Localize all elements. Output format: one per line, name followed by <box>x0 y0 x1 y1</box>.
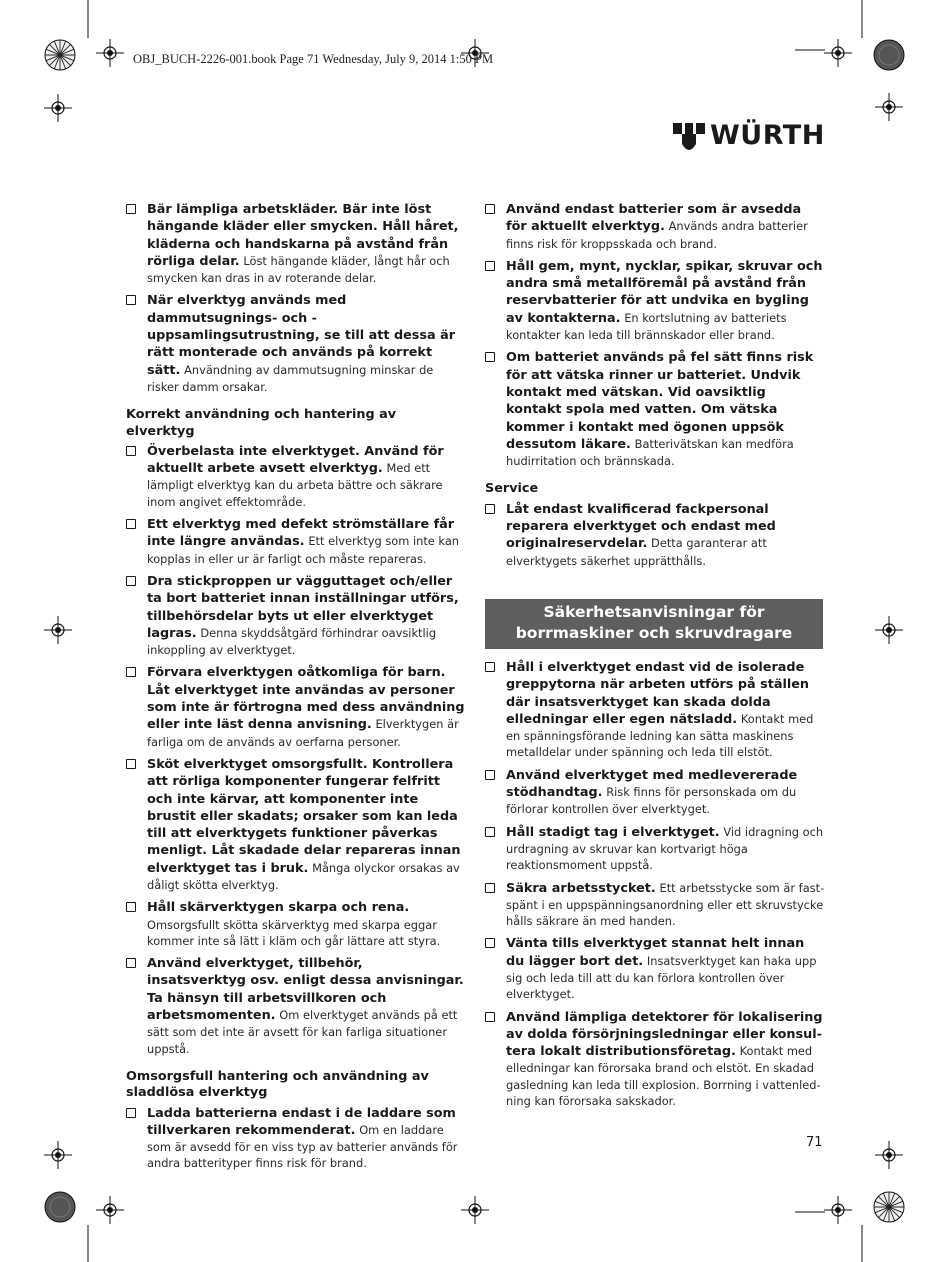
list-item: Överbelasta inte elverktyget. Använd för aktuellt arbete avsett elverktyg. Med ett lämpligt elverktyg kan du arbeta bättre och säkrare inom angivet effektområde. <box>126 443 466 510</box>
logo-wordmark: WÜRTH <box>710 120 825 151</box>
list-item: Bär lämpliga arbetskläder. Bär inte löst hängande kläder eller smycken. Håll håret, kläderna och handskarna på avstånd från rörliga delar. Löst hängande kläder, långt hår och smycken kan dras in av roterande delar. <box>126 201 466 286</box>
list-item: Ett elverktyg med defekt strömställare får inte längre användas. Ett elverktyg som inte kan kopplas in eller ur är farligt och måste repareras. <box>126 516 466 567</box>
print-header: OBJ_BUCH-2226-001.book Page 71 Wednesday, July 9, 2014 1:50 PM <box>133 52 494 66</box>
checkbox-bullet-icon <box>126 519 136 529</box>
section-heading: Omsorgsfull hantering och användning av sladdlösa elverktyg <box>126 1068 429 1101</box>
checkbox-bullet-icon <box>485 827 495 837</box>
list-item: Håll stadigt tag i elverktyget. Vid idragning och urdragning av skruvar kan kortvarigt höga reaktionsmoment uppstå. <box>485 824 825 874</box>
checkbox-bullet-icon <box>485 204 495 214</box>
list-item: Använd elverktyget, tillbehör, insatsverktyg osv. enligt dessa anvisningar. Ta hänsyn till arbetsvillkoren och arbetsmomenten. Om elverktyget används på ett sätt som det inte är avsett för kan farliga situationer uppstå. <box>126 955 466 1057</box>
section-title-banner <box>485 599 823 649</box>
list-item: Använd lämpliga detektorer för lokalisering av dolda försörjningsledningar eller konsultera lokalt distributionsföretag. Kontakt med elledningar kan förorsaka brand och elstöt. En skadad gasledning kan leda till explosion. Borrning i vattenledning kan förorsaka sakskador. <box>485 1009 825 1110</box>
checkbox-bullet-icon <box>126 759 136 769</box>
checkbox-bullet-icon <box>126 295 136 305</box>
checkbox-bullet-icon <box>126 576 136 586</box>
list-item: Sköt elverktyget omsorgsfullt. Kontrollera att rörliga komponenter fungerar felfritt och inte kärvar, att komponenter inte brustit eller skadats; orsaker som kan leda till att elverktygets funktioner påverkas menligt. Låt skadade delar repareras innan elverktyget tas i bruk. Många olyckor orsakas av dåligt skötta elverktyg. <box>126 756 466 893</box>
checkbox-bullet-icon <box>485 352 495 362</box>
list-item: Ladda batterierna endast i de laddare som tillverkaren rekommenderat. Om en laddare som är avsedd för en viss typ av batterier används för andra batterityper finns risk för brand. <box>126 1105 466 1172</box>
list-item: Dra stickproppen ur vägguttaget och/eller ta bort batteriet innan inställningar utförs, tillbehörsdelar byts ut eller elverktyget lagras. Denna skyddsåtgärd förhindrar oavsiktlig inkoppling av elverktyget. <box>126 573 466 658</box>
left-column <box>126 201 466 1178</box>
section-heading: Service <box>485 481 539 497</box>
list-item: Säkra arbetsstycket. Ett arbetsstycke som är fastspänt i en uppspänningsanordning eller ett skruvstycke hålls säkrare än med handen. <box>485 880 825 930</box>
checkbox-bullet-icon <box>485 662 495 672</box>
checkbox-bullet-icon <box>485 938 495 948</box>
list-item: Håll i elverktyget endast vid de isolerade greppytorna när arbeten utförs på ställen där insatsverktyget kan skada dolda elledningar eller egen nätsladd. Kontakt med en spänningsförande ledning kan sätta maskinens metalldelar under spänning och leda till elstöt. <box>485 659 825 761</box>
wurth-logo <box>672 122 827 156</box>
checkbox-bullet-icon <box>485 1012 495 1022</box>
section-heading: Korrekt användning och hantering av elverktyg <box>126 407 397 439</box>
checkbox-bullet-icon <box>485 504 495 514</box>
right-column <box>485 201 825 1115</box>
wurth-logo-icon <box>672 122 706 156</box>
checkbox-bullet-icon <box>126 446 136 456</box>
checkbox-bullet-icon <box>485 261 495 271</box>
list-item: När elverktyg används med dammutsugnings- och -uppsamlingsutrustning, se till att dessa är rätt monterade och används på korrekt sätt. Användning av dammutsugning minskar de risker damm orsakar. <box>126 292 466 395</box>
list-item: Om batteriet används på fel sätt finns risk för att vätska rinner ur batteriet. Undvik kontakt med vätskan. Vid oavsiktlig kontakt spola med vatten. Om vätska kommer i kontakt med ögonen uppsök dessutom läkare. Batterivätskan kan medföra hudirritation och brännskada. <box>485 349 825 469</box>
list-item: Vänta tills elverktyget stannat helt innan du lägger bort det. Insatsverktyget kan haka upp sig och leda till att du kan förlora kontrollen över elverktyget. <box>485 935 825 1002</box>
checkbox-bullet-icon <box>126 1108 136 1118</box>
list-item: Håll gem, mynt, nycklar, spikar, skruvar och andra små metallföremål på avstånd från reservbatterier för att undvika en bygling av kontakterna. En kortslutning av batteriets kontakter kan leda till brännskador eller brand. <box>485 258 825 343</box>
section-title-line: borrmaskiner och skruvdragare <box>515 623 793 642</box>
list-item: Förvara elverktygen oåtkomliga för barn. Låt elverktyget inte användas av personer som inte är förtrogna med dess användning eller inte läst denna anvisning. Elverktygen är farliga om de används av oerfarna personer. <box>126 664 466 749</box>
checkbox-bullet-icon <box>126 204 136 214</box>
checkbox-bullet-icon <box>126 667 136 677</box>
page-number: 71 <box>806 1135 823 1150</box>
list-item: Använd elverktyget med medlevererade stödhandtag. Risk finns för personskada om du förlorar kontrollen över elverktyget. <box>485 767 825 818</box>
section-title-line: Säkerhetsanvisningar för <box>543 602 765 621</box>
checkbox-bullet-icon <box>485 883 495 893</box>
list-item: Låt endast kvalificerad fackpersonal reparera elverktyget och endast med originalreservdelar. Detta garanterar att elverktygets säkerhet upprätthålls. <box>485 501 825 569</box>
list-item: Använd endast batterier som är avsedda för aktuellt elverktyg. Används andra batterier finns risk för kroppsskada och brand. <box>485 201 825 252</box>
list-item: Håll skärverktygen skarpa och rena. Omsorgsfullt skötta skärverktyg med skarpa eggar kommer inte så lätt i kläm och går lättare att styra. <box>126 899 466 949</box>
checkbox-bullet-icon <box>126 958 136 968</box>
checkbox-bullet-icon <box>485 770 495 780</box>
checkbox-bullet-icon <box>126 902 136 912</box>
